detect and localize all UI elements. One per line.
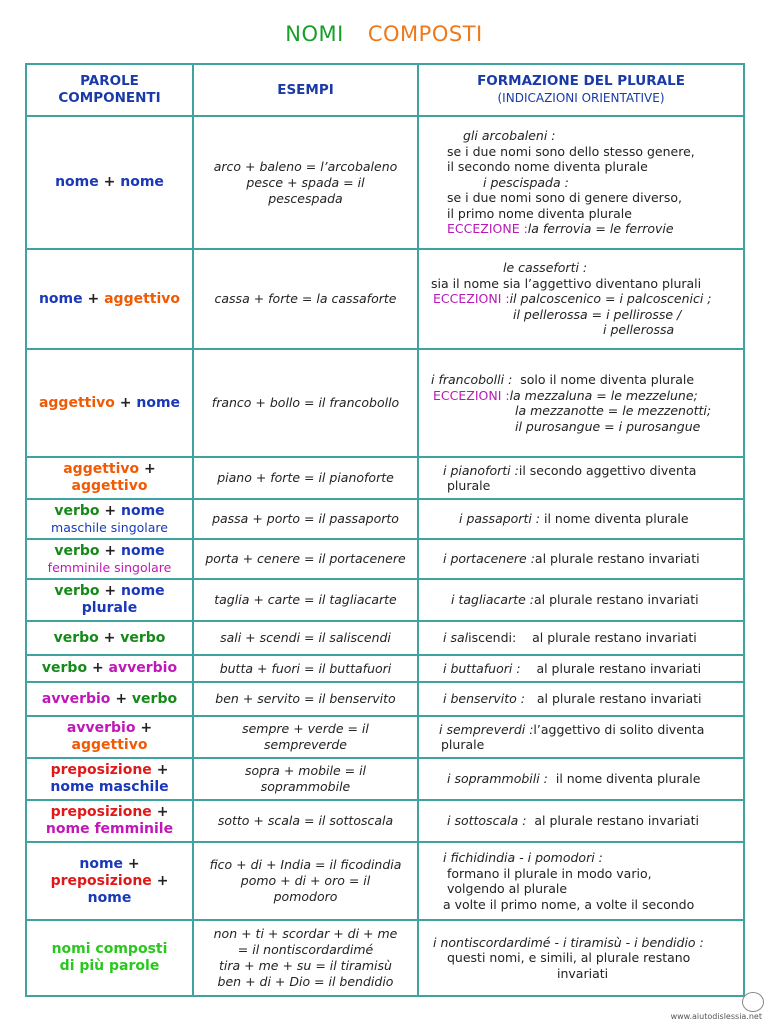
plural-cell: i sempreverdi :l’aggettivo di solito diventa plurale bbox=[417, 715, 745, 757]
title-word-nomi: NOMI bbox=[285, 22, 344, 46]
header-plural: FORMAZIONE DEL PLURALE (INDICAZIONI ORIENTATIVE) bbox=[417, 63, 745, 115]
examples-cell: sempre + verde = il sempreverde bbox=[192, 715, 417, 757]
plural-cell: i saliscendi: al plurale restano invariati bbox=[417, 620, 745, 654]
title-word-composti: COMPOSTI bbox=[367, 22, 483, 46]
plural-cell: gli arcobaleni : se i due nomi sono dello stesso genere, il secondo nome diventa plurale i pescispada : se i due nomi sono di genere diverso, il primo nome diventa plurale ECCEZIONE :la ferrovia = le ferrovie bbox=[417, 115, 745, 248]
header-examples: ESEMPI bbox=[192, 63, 417, 115]
table-row bbox=[25, 620, 745, 654]
components-cell: verbo + avverbio bbox=[25, 654, 192, 681]
examples-cell: butta + fuori = il buttafuori bbox=[192, 654, 417, 681]
components-cell: preposizione + nome femminile bbox=[25, 799, 192, 841]
plural-cell: i francobolli : solo il nome diventa plurale ECCEZIONI :la mezzaluna = le mezzelune; la mezzanotte = le mezzenotti; il purosangue = i purosangue bbox=[417, 348, 745, 456]
components-cell: nome + aggettivo bbox=[25, 248, 192, 348]
components-cell: nomi composti di più parole bbox=[25, 919, 192, 997]
examples-cell: fico + di + India = il ficodindia pomo + di + oro = il pomodoro bbox=[192, 841, 417, 919]
examples-cell: non + ti + scordar + di + me = il nontiscordardimé tira + me + su = il tiramisù ben + di + Dio = il bendidio bbox=[192, 919, 417, 997]
components-cell: verbo + nome plurale bbox=[25, 578, 192, 620]
plural-cell: i portacenere :al plurale restano invariati bbox=[417, 538, 745, 578]
components-cell: aggettivo + aggettivo bbox=[25, 456, 192, 498]
table-row bbox=[25, 715, 745, 757]
plural-cell: i tagliacarte :al plurale restano invariati bbox=[417, 578, 745, 620]
table-row bbox=[25, 799, 745, 841]
plural-cell: i nontiscordardimé - i tiramisù - i bendidio : questi nomi, e simili, al plurale restano invariati bbox=[417, 919, 745, 997]
components-cell: nome + nome bbox=[25, 115, 192, 248]
examples-cell: arco + baleno = l’arcobaleno pesce + spada = il pescespada bbox=[192, 115, 417, 248]
header-row bbox=[25, 63, 745, 115]
plural-cell: i fichidindia - i pomodori : formano il plurale in modo vario, volgendo al plurale a volte il primo nome, a volte il secondo bbox=[417, 841, 745, 919]
plural-cell: i passaporti : il nome diventa plurale bbox=[417, 498, 745, 538]
plural-cell: i pianoforti :il secondo aggettivo diventa plurale bbox=[417, 456, 745, 498]
table-row bbox=[25, 456, 745, 498]
table-row bbox=[25, 538, 745, 578]
plural-cell: i sottoscala : al plurale restano invariati bbox=[417, 799, 745, 841]
table-row bbox=[25, 681, 745, 715]
examples-cell: piano + forte = il pianoforte bbox=[192, 456, 417, 498]
plural-cell: i benservito : al plurale restano invariati bbox=[417, 681, 745, 715]
page-title bbox=[0, 22, 768, 46]
site-logo-icon bbox=[742, 992, 764, 1012]
examples-cell: ben + servito = il benservito bbox=[192, 681, 417, 715]
components-cell: avverbio + aggettivo bbox=[25, 715, 192, 757]
table-row bbox=[25, 348, 745, 456]
compound-nouns-table bbox=[25, 63, 745, 997]
table-row bbox=[25, 919, 745, 997]
examples-cell: cassa + forte = la cassaforte bbox=[192, 248, 417, 348]
header-components: PAROLE COMPONENTI bbox=[25, 63, 192, 115]
components-cell: preposizione + nome maschile bbox=[25, 757, 192, 799]
examples-cell: porta + cenere = il portacenere bbox=[192, 538, 417, 578]
table-row bbox=[25, 841, 745, 919]
components-cell: verbo + nome maschile singolare bbox=[25, 498, 192, 538]
table-row bbox=[25, 757, 745, 799]
examples-cell: sali + scendi = il saliscendi bbox=[192, 620, 417, 654]
components-cell: verbo + nome femminile singolare bbox=[25, 538, 192, 578]
components-cell: nome + preposizione + nome bbox=[25, 841, 192, 919]
exception-label: ECCEZIONE : bbox=[447, 221, 528, 237]
plural-cell: i soprammobili : il nome diventa plurale bbox=[417, 757, 745, 799]
plural-cell: i buttafuori : al plurale restano invariati bbox=[417, 654, 745, 681]
components-cell: verbo + verbo bbox=[25, 620, 192, 654]
examples-cell: passa + porto = il passaporto bbox=[192, 498, 417, 538]
table-row bbox=[25, 248, 745, 348]
table-row bbox=[25, 498, 745, 538]
examples-cell: taglia + carte = il tagliacarte bbox=[192, 578, 417, 620]
table-row bbox=[25, 578, 745, 620]
table-row bbox=[25, 654, 745, 681]
examples-cell: sopra + mobile = il soprammobile bbox=[192, 757, 417, 799]
components-cell: aggettivo + nome bbox=[25, 348, 192, 456]
footer-site: www.aiutodislessia.net bbox=[670, 1012, 762, 1021]
examples-cell: franco + bollo = il francobollo bbox=[192, 348, 417, 456]
table-row bbox=[25, 115, 745, 248]
exception-label: ECCEZIONI : bbox=[433, 387, 510, 403]
exception-label: ECCEZIONI : bbox=[433, 291, 510, 307]
examples-cell: sotto + scala = il sottoscala bbox=[192, 799, 417, 841]
components-cell: avverbio + verbo bbox=[25, 681, 192, 715]
plural-cell: le casseforti : sia il nome sia l’aggettivo diventano plurali ECCEZIONI :il palcoscenico = i palcoscenici ; il pellerossa = i pellirosse / i pellerossa bbox=[417, 248, 745, 348]
